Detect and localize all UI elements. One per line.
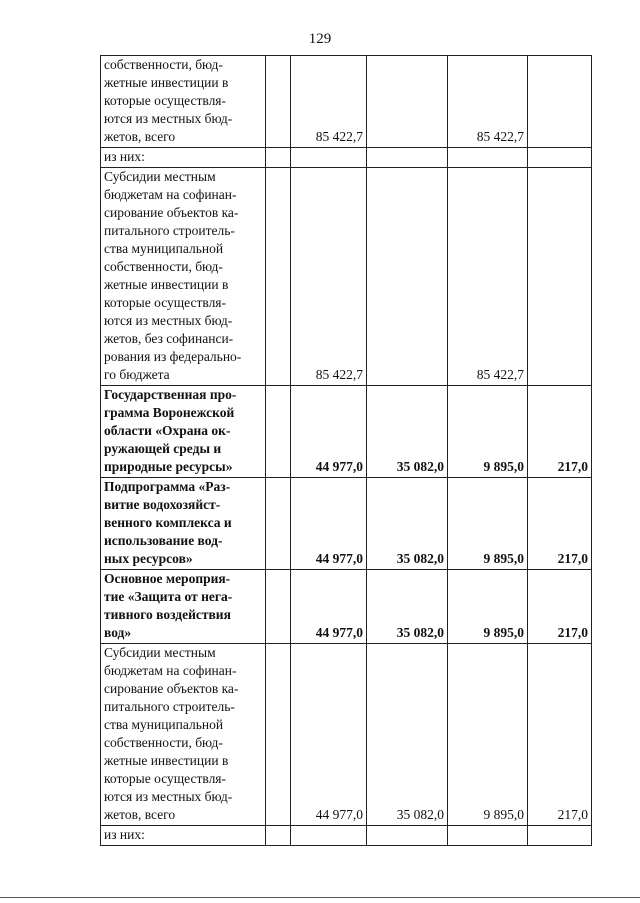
row-description: из них:	[101, 826, 266, 846]
row-description: Субсидии местным бюджетам на софинан- сирование объектов ка- питального строитель- ства муниципальной собственности, бюд- жетные инвестиции в которые осуществля- ются из местных бюд- жетов, без софинанси- рования из федерально- го бюджета	[101, 168, 266, 386]
value-cell: 85 422,7	[291, 168, 367, 386]
value-cell	[528, 56, 592, 148]
value-cell	[266, 148, 291, 168]
row-description: Субсидии местным бюджетам на софинан- сирование объектов ка- питального строитель- ства муниципальной собственности, бюд- жетные инвестиции в которые осуществля- ются из местных бюд- жетов, всего	[101, 644, 266, 826]
row-description: собственности, бюд- жетные инвестиции в которые осуществля- ются из местных бюд- жетов, всего	[101, 56, 266, 148]
table-row	[101, 56, 592, 148]
value-cell: 35 082,0	[367, 644, 448, 826]
value-cell	[367, 148, 448, 168]
table-row	[101, 826, 592, 846]
table-row	[101, 644, 592, 826]
value-cell	[266, 168, 291, 386]
value-cell	[528, 148, 592, 168]
value-cell: 85 422,7	[448, 168, 528, 386]
value-cell: 44 977,0	[291, 570, 367, 644]
value-cell	[448, 826, 528, 846]
value-cell: 9 895,0	[448, 644, 528, 826]
value-cell	[266, 644, 291, 826]
value-cell: 217,0	[528, 386, 592, 478]
table-row	[101, 148, 592, 168]
value-cell	[528, 826, 592, 846]
value-cell: 44 977,0	[291, 644, 367, 826]
value-cell	[266, 386, 291, 478]
value-cell: 9 895,0	[448, 570, 528, 644]
value-cell: 35 082,0	[367, 478, 448, 570]
budget-table	[100, 55, 592, 846]
table-row	[101, 570, 592, 644]
value-cell: 217,0	[528, 570, 592, 644]
value-cell	[266, 570, 291, 644]
value-cell	[367, 56, 448, 148]
value-cell	[266, 826, 291, 846]
table-row	[101, 478, 592, 570]
row-description: Основное мероприя- тие «Защита от нега- тивного воздействия вод»	[101, 570, 266, 644]
value-cell	[528, 168, 592, 386]
value-cell: 85 422,7	[448, 56, 528, 148]
table-row	[101, 386, 592, 478]
value-cell	[266, 478, 291, 570]
value-cell	[266, 56, 291, 148]
budget-table-body	[101, 56, 592, 846]
page-number: 129	[308, 31, 332, 47]
value-cell	[291, 826, 367, 846]
value-cell	[367, 826, 448, 846]
table-row	[101, 168, 592, 386]
value-cell: 217,0	[528, 644, 592, 826]
bottom-rule	[0, 897, 640, 898]
value-cell: 9 895,0	[448, 478, 528, 570]
value-cell: 35 082,0	[367, 570, 448, 644]
value-cell: 44 977,0	[291, 386, 367, 478]
row-description: из них:	[101, 148, 266, 168]
value-cell: 217,0	[528, 478, 592, 570]
value-cell: 44 977,0	[291, 478, 367, 570]
value-cell	[448, 148, 528, 168]
row-description: Подпрограмма «Раз- витие водохозяйст- венного комплекса и использование вод- ных ресурсов»	[101, 478, 266, 570]
row-description: Государственная про- грамма Воронежской области «Охрана ок- ружающей среды и природные ресурсы»	[101, 386, 266, 478]
value-cell: 9 895,0	[448, 386, 528, 478]
value-cell	[291, 148, 367, 168]
value-cell: 85 422,7	[291, 56, 367, 148]
value-cell: 35 082,0	[367, 386, 448, 478]
value-cell	[367, 168, 448, 386]
